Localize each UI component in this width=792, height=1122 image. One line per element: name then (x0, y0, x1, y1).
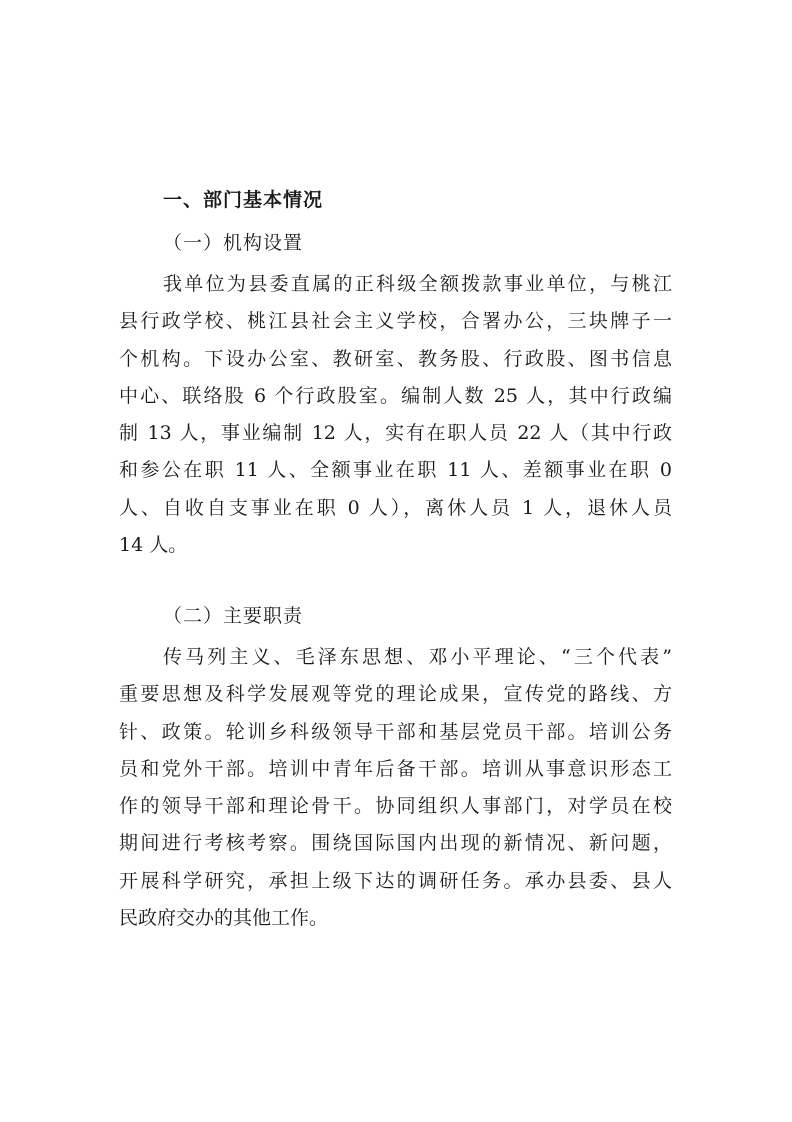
paragraph-line: 14 人。 (119, 534, 188, 557)
paragraph-line: 针、政策。轮训乡科级领导干部和基层党员干部。培训公务 (119, 720, 672, 743)
paragraph-line: 中心、联络股 6 个行政股室。编制人数 25 人，其中行政编 (119, 384, 672, 407)
paragraph-line: 我单位为县委直属的正科级全额拨款事业单位，与桃江 (163, 273, 672, 295)
paragraph-line: 作的领导干部和理论骨干。协同组织人事部门，对学员在校 (119, 795, 672, 818)
paragraph-line: 制 13 人，事业编制 12 人，实有在职人员 22 人（其中行政 (119, 422, 672, 445)
subsection-heading-duties: （二）主要职责 (163, 605, 304, 627)
paragraph-line: 开展科学研究，承担上级下达的调研任务。承办县委、县人 (119, 869, 672, 892)
paragraph-line: 传马列主义、毛泽东思想、邓小平理论、“三个代表” (163, 646, 672, 668)
section-title: 一、部门基本情况 (163, 189, 324, 211)
paragraph-line: 人、自收自支事业在职 0 人），离休人员 1 人，退休人员 (119, 496, 672, 519)
paragraph-line: 和参公在职 11 人、全额事业在职 11 人、差额事业在职 0 (119, 459, 672, 482)
subsection-heading-organization: （一）机构设置 (163, 232, 304, 254)
paragraph-line: 民政府交办的其他工作。 (119, 907, 329, 930)
paragraph-line: 县行政学校、桃江县社会主义学校，合署办公，三块牌子一 (119, 310, 672, 333)
paragraph-duties (119, 639, 672, 937)
paragraph-line: 个机构。下设办公室、教研室、教务股、行政股、图书信息 (119, 347, 672, 370)
paragraph-line: 期间进行考核考察。围绕国际国内出现的新情况、新问题， (119, 832, 672, 855)
paragraph-organization (119, 266, 672, 564)
paragraph-line: 员和党外干部。培训中青年后备干部。培训从事意识形态工 (119, 757, 672, 780)
paragraph-line: 重要思想及科学发展观等党的理论成果，宣传党的路线、方 (119, 683, 672, 706)
